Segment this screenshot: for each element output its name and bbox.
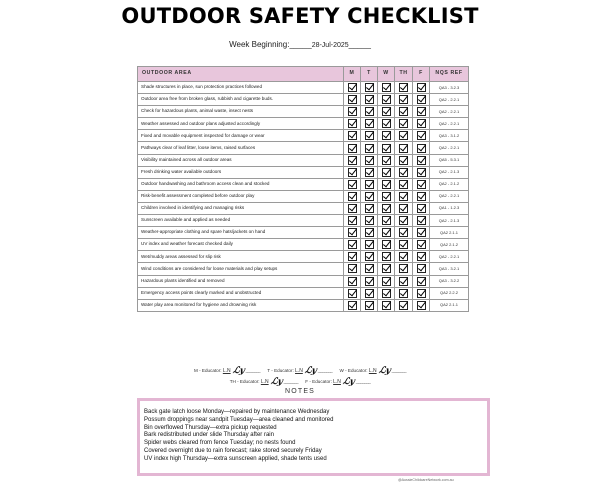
checked-checkbox[interactable] <box>417 301 426 310</box>
checked-checkbox[interactable] <box>348 301 357 310</box>
header-day: T <box>361 67 378 82</box>
checked-checkbox[interactable] <box>365 240 374 249</box>
day-cell <box>378 178 395 190</box>
outdoor-area-cell: Visibility maintained across all outdoor areas <box>138 154 344 166</box>
day-cell <box>378 202 395 214</box>
checked-checkbox[interactable] <box>365 252 374 261</box>
outdoor-area-cell: Emergency access points clearly marked and unobstructed <box>138 287 344 299</box>
signature-label: T - Educator: <box>267 368 294 373</box>
nqs-ref-cell: QA2 - 2.2.1 <box>430 190 469 202</box>
day-cell <box>395 118 413 130</box>
day-cell <box>361 227 378 239</box>
day-cell <box>378 287 395 299</box>
day-cell <box>413 275 430 287</box>
day-cell <box>413 299 430 311</box>
day-cell <box>395 215 413 227</box>
table-row <box>138 299 469 311</box>
day-cell <box>378 154 395 166</box>
day-cell <box>413 166 430 178</box>
nqs-ref-cell: QA2 2.2.2 <box>430 287 469 299</box>
signature-mark: ℒy <box>342 377 356 387</box>
day-cell <box>344 202 361 214</box>
note-line: UV index high Thursday—extra sunscreen applied, shade tents used <box>144 455 327 462</box>
day-cell <box>413 263 430 275</box>
table-row <box>138 275 469 287</box>
checked-checkbox[interactable] <box>417 107 426 116</box>
day-cell <box>361 251 378 263</box>
checked-checkbox[interactable] <box>348 119 357 128</box>
outdoor-area-cell: Pathways clear of leaf litter, loose items, raised surfaces <box>138 142 344 154</box>
checked-checkbox[interactable] <box>399 192 408 201</box>
signature-row-2 <box>0 377 600 387</box>
day-cell <box>361 130 378 142</box>
nqs-ref-cell: QA2 2.1.1 <box>430 299 469 311</box>
day-cell <box>361 166 378 178</box>
checked-checkbox[interactable] <box>399 168 408 177</box>
day-cell <box>395 239 413 251</box>
note-line: Bark redistributed under slide Thursday after rain <box>144 432 274 439</box>
day-cell <box>413 118 430 130</box>
checked-checkbox[interactable] <box>365 131 374 140</box>
table-row <box>138 166 469 178</box>
day-cell <box>413 178 430 190</box>
checked-checkbox[interactable] <box>399 204 408 213</box>
checked-checkbox[interactable] <box>365 156 374 165</box>
day-cell <box>361 263 378 275</box>
note-line: Possum droppings near sandpit Tuesday—area cleaned and monitored <box>144 416 334 423</box>
checked-checkbox[interactable] <box>365 107 374 116</box>
checked-checkbox[interactable] <box>348 252 357 261</box>
checked-checkbox[interactable] <box>417 168 426 177</box>
day-cell <box>344 82 361 94</box>
outdoor-area-cell: Wet/muddy areas assessed for slip risk <box>138 251 344 263</box>
checked-checkbox[interactable] <box>417 228 426 237</box>
table-row <box>138 190 469 202</box>
table-row <box>138 202 469 214</box>
day-cell <box>378 94 395 106</box>
day-cell <box>344 251 361 263</box>
day-cell <box>413 94 430 106</box>
nqs-ref-cell: QA2 - 2.2.1 <box>430 106 469 118</box>
signature-mark: ℒy <box>231 366 246 376</box>
day-cell <box>395 251 413 263</box>
checked-checkbox[interactable] <box>382 240 391 249</box>
signature-tuesday: T - Educator: L.N ℒy_______ <box>267 366 333 376</box>
checked-checkbox[interactable] <box>348 107 357 116</box>
notes-box[interactable] <box>137 398 490 476</box>
table-header-row <box>138 67 469 82</box>
table-row <box>138 154 469 166</box>
checked-checkbox[interactable] <box>365 277 374 286</box>
checked-checkbox[interactable] <box>382 168 391 177</box>
day-cell <box>378 251 395 263</box>
checked-checkbox[interactable] <box>382 131 391 140</box>
day-cell <box>344 299 361 311</box>
day-cell <box>395 130 413 142</box>
notes-title: NOTES <box>284 388 316 395</box>
table-row <box>138 287 469 299</box>
checked-checkbox[interactable] <box>417 252 426 261</box>
checked-checkbox[interactable] <box>348 228 357 237</box>
checked-checkbox[interactable] <box>382 107 391 116</box>
note-line: Bin overflowed Thursday—extra pickup requested <box>144 424 277 431</box>
checked-checkbox[interactable] <box>417 216 426 225</box>
day-cell <box>378 106 395 118</box>
checked-checkbox[interactable] <box>417 204 426 213</box>
day-cell <box>413 227 430 239</box>
outdoor-area-cell: Hazardous plants identified and removed <box>138 275 344 287</box>
table-row <box>138 239 469 251</box>
checked-checkbox[interactable] <box>348 156 357 165</box>
day-cell <box>413 130 430 142</box>
day-cell <box>344 118 361 130</box>
day-cell <box>395 94 413 106</box>
note-line: Covered overnight due to rain forecast; rake stored securely Friday <box>144 447 322 454</box>
day-cell <box>361 142 378 154</box>
checked-checkbox[interactable] <box>399 289 408 298</box>
checked-checkbox[interactable] <box>382 252 391 261</box>
day-cell <box>361 202 378 214</box>
checked-checkbox[interactable] <box>348 277 357 286</box>
signature-mark: ℒy <box>304 366 318 376</box>
signature-mark: ℒy <box>269 377 284 387</box>
checked-checkbox[interactable] <box>382 156 391 165</box>
signature-label: W - Educator: <box>339 368 368 373</box>
week-label: Week Beginning: <box>229 40 290 49</box>
nqs-ref-cell: QA2 2.1.1 <box>430 227 469 239</box>
header-day: TH <box>395 67 413 82</box>
nqs-ref-cell: QA2 - 2.2.1 <box>430 251 469 263</box>
day-cell <box>378 82 395 94</box>
day-cell <box>413 287 430 299</box>
signature-thursday: TH - Educator: L.N ℒy_______ <box>229 377 299 387</box>
checked-checkbox[interactable] <box>417 131 426 140</box>
checked-checkbox[interactable] <box>365 144 374 153</box>
checked-checkbox[interactable] <box>382 180 391 189</box>
nqs-ref-cell: QA2 - 2.2.1 <box>430 94 469 106</box>
note-line: Back gate latch loose Monday—repaired by maintenance Wednesday <box>144 409 330 415</box>
nqs-ref-cell: QA2 - 2.1.3 <box>430 215 469 227</box>
day-cell <box>344 275 361 287</box>
signature-wednesday: W - Educator: L.N ℒy_______ <box>339 366 407 376</box>
outdoor-area-cell: Risk-benefit assessment completed before outdoor play <box>138 190 344 202</box>
checked-checkbox[interactable] <box>382 204 391 213</box>
table-row <box>138 130 469 142</box>
checked-checkbox[interactable] <box>348 83 357 92</box>
outdoor-area-cell: Sunscreen available and applied as needed <box>138 215 344 227</box>
day-cell <box>344 239 361 251</box>
checked-checkbox[interactable] <box>417 95 426 104</box>
week-value[interactable]: 28-Jul-2025 <box>311 42 349 49</box>
week-beginning: Week Beginning:_____28-Jul-2025_____ <box>229 40 371 49</box>
day-cell <box>361 287 378 299</box>
checked-checkbox[interactable] <box>382 264 391 273</box>
nqs-ref-cell: QA3 - 3.2.1 <box>430 263 469 275</box>
checked-checkbox[interactable] <box>382 289 391 298</box>
checked-checkbox[interactable] <box>417 119 426 128</box>
outdoor-area-cell: Outdoor area free from broken glass, rubbish and cigarette buds. <box>138 94 344 106</box>
day-cell <box>395 106 413 118</box>
table-row <box>138 263 469 275</box>
table-row <box>138 106 469 118</box>
signature-initials: L.N <box>295 368 303 374</box>
day-cell <box>344 287 361 299</box>
table-row <box>138 215 469 227</box>
checked-checkbox[interactable] <box>399 277 408 286</box>
signature-initials: L.N <box>333 379 341 385</box>
day-cell <box>413 82 430 94</box>
footer-credit: @AussieChildcareNetwork.com.au <box>398 478 454 482</box>
day-cell <box>344 154 361 166</box>
checklist-table <box>137 66 469 312</box>
signature-initials: L.N <box>368 368 377 374</box>
checked-checkbox[interactable] <box>399 107 408 116</box>
checked-checkbox[interactable] <box>417 83 426 92</box>
checked-checkbox[interactable] <box>348 240 357 249</box>
day-cell <box>413 202 430 214</box>
outdoor-area-cell: Wind conditions are considered for loose materials and play setups <box>138 263 344 275</box>
signature-initials: L.N <box>260 379 269 385</box>
signature-label: M - Educator: <box>193 368 222 373</box>
outdoor-area-cell: Fresh drinking water available outdoors <box>138 166 344 178</box>
table-row <box>138 178 469 190</box>
checked-checkbox[interactable] <box>417 264 426 273</box>
checked-checkbox[interactable] <box>399 264 408 273</box>
checked-checkbox[interactable] <box>399 240 408 249</box>
checked-checkbox[interactable] <box>348 204 357 213</box>
checked-checkbox[interactable] <box>382 144 391 153</box>
checked-checkbox[interactable] <box>399 83 408 92</box>
table-row <box>138 118 469 130</box>
day-cell <box>395 190 413 202</box>
day-cell <box>413 154 430 166</box>
nqs-ref-cell: QA2 2.1.2 <box>430 239 469 251</box>
checked-checkbox[interactable] <box>365 301 374 310</box>
day-cell <box>413 251 430 263</box>
signature-label: F - Educator: <box>305 379 332 384</box>
nqs-ref-cell: QA5 - 5.3.1 <box>430 154 469 166</box>
checked-checkbox[interactable] <box>399 156 408 165</box>
day-cell <box>361 215 378 227</box>
checked-checkbox[interactable] <box>417 192 426 201</box>
outdoor-area-cell: Weather-appropriate clothing and spare hats/jackets on hand <box>138 227 344 239</box>
day-cell <box>344 130 361 142</box>
day-cell <box>395 82 413 94</box>
checked-checkbox[interactable] <box>399 131 408 140</box>
day-cell <box>395 275 413 287</box>
nqs-ref-cell: QA2 - 2.2.1 <box>430 118 469 130</box>
checked-checkbox[interactable] <box>348 131 357 140</box>
table-row <box>138 227 469 239</box>
day-cell <box>361 118 378 130</box>
outdoor-area-cell: Children involved in identifying and managing risks <box>138 202 344 214</box>
table-row <box>138 142 469 154</box>
checked-checkbox[interactable] <box>399 144 408 153</box>
day-cell <box>361 275 378 287</box>
day-cell <box>395 202 413 214</box>
day-cell <box>413 215 430 227</box>
day-cell <box>378 130 395 142</box>
checked-checkbox[interactable] <box>417 144 426 153</box>
note-line: Spider webs cleared from fence Tuesday; no nests found <box>144 440 296 447</box>
checked-checkbox[interactable] <box>348 216 357 225</box>
day-cell <box>378 190 395 202</box>
header-outdoor-area: OUTDOOR AREA <box>138 67 344 82</box>
checked-checkbox[interactable] <box>382 119 391 128</box>
signature-row-1 <box>0 366 600 376</box>
day-cell <box>395 166 413 178</box>
day-cell <box>361 178 378 190</box>
header-nqs-ref: NQS REF <box>430 67 469 82</box>
outdoor-area-cell: Outdoor handwashing and bathroom access clean and stocked <box>138 178 344 190</box>
outdoor-area-cell: Check for hazardous plants, animal waste, insect nests <box>138 106 344 118</box>
checked-checkbox[interactable] <box>417 240 426 249</box>
checked-checkbox[interactable] <box>365 192 374 201</box>
day-cell <box>361 190 378 202</box>
signature-mark: ℒy <box>377 366 392 376</box>
day-cell <box>378 263 395 275</box>
day-cell <box>378 227 395 239</box>
day-cell <box>378 118 395 130</box>
checked-checkbox[interactable] <box>399 180 408 189</box>
checked-checkbox[interactable] <box>365 95 374 104</box>
day-cell <box>378 275 395 287</box>
signature-monday: M - Educator: L.N ℒy_______ <box>193 366 260 376</box>
day-cell <box>344 178 361 190</box>
day-cell <box>344 227 361 239</box>
day-cell <box>361 94 378 106</box>
day-cell <box>413 239 430 251</box>
signature-label: TH - Educator: <box>229 379 260 384</box>
checked-checkbox[interactable] <box>365 216 374 225</box>
checked-checkbox[interactable] <box>399 252 408 261</box>
checked-checkbox[interactable] <box>382 83 391 92</box>
day-cell <box>378 299 395 311</box>
day-cell <box>395 142 413 154</box>
nqs-ref-cell: QA2 - 2.1.2 <box>430 178 469 190</box>
outdoor-area-cell: Fixed and movable equipment inspected for damage or wear <box>138 130 344 142</box>
day-cell <box>361 239 378 251</box>
day-cell <box>361 82 378 94</box>
nqs-ref-cell: QA3 - 3.1.2 <box>430 130 469 142</box>
day-cell <box>395 263 413 275</box>
checked-checkbox[interactable] <box>348 168 357 177</box>
checked-checkbox[interactable] <box>365 168 374 177</box>
checked-checkbox[interactable] <box>382 301 391 310</box>
signature-friday: F - Educator: L.N ℒy_______ <box>305 377 371 387</box>
checked-checkbox[interactable] <box>365 204 374 213</box>
checked-checkbox[interactable] <box>399 228 408 237</box>
day-cell <box>344 106 361 118</box>
checked-checkbox[interactable] <box>382 95 391 104</box>
checked-checkbox[interactable] <box>348 95 357 104</box>
day-cell <box>413 106 430 118</box>
checked-checkbox[interactable] <box>365 180 374 189</box>
day-cell <box>361 154 378 166</box>
outdoor-area-cell: Shade structures in place, sun protection practices followed <box>138 82 344 94</box>
checked-checkbox[interactable] <box>399 119 408 128</box>
checked-checkbox[interactable] <box>365 119 374 128</box>
day-cell <box>344 215 361 227</box>
checked-checkbox[interactable] <box>365 264 374 273</box>
table-row <box>138 251 469 263</box>
day-cell <box>344 166 361 178</box>
day-cell <box>395 178 413 190</box>
table-row <box>138 82 469 94</box>
checked-checkbox[interactable] <box>417 156 426 165</box>
day-cell <box>344 263 361 275</box>
checked-checkbox[interactable] <box>417 180 426 189</box>
outdoor-area-cell: Water play area monitored for hygiene and drowning risk <box>138 299 344 311</box>
checked-checkbox[interactable] <box>399 216 408 225</box>
checked-checkbox[interactable] <box>365 83 374 92</box>
day-cell <box>395 299 413 311</box>
checked-checkbox[interactable] <box>382 192 391 201</box>
page-title: OUTDOOR SAFETY CHECKLIST <box>121 4 479 28</box>
checked-checkbox[interactable] <box>348 264 357 273</box>
day-cell <box>361 106 378 118</box>
checked-checkbox[interactable] <box>417 277 426 286</box>
checked-checkbox[interactable] <box>382 216 391 225</box>
checked-checkbox[interactable] <box>399 301 408 310</box>
day-cell <box>413 142 430 154</box>
day-cell <box>395 287 413 299</box>
checked-checkbox[interactable] <box>348 180 357 189</box>
day-cell <box>378 215 395 227</box>
outdoor-area-cell: Weather assessed and outdoor plans adjusted accordingly <box>138 118 344 130</box>
signature-initials: L.N <box>222 368 231 374</box>
day-cell <box>413 190 430 202</box>
table-row <box>138 94 469 106</box>
day-cell <box>378 239 395 251</box>
nqs-ref-cell: QA1 - 1.2.3 <box>430 202 469 214</box>
day-cell <box>344 190 361 202</box>
day-cell <box>378 166 395 178</box>
checked-checkbox[interactable] <box>365 228 374 237</box>
checked-checkbox[interactable] <box>348 192 357 201</box>
nqs-ref-cell: QA2 - 2.1.3 <box>430 166 469 178</box>
checked-checkbox[interactable] <box>382 228 391 237</box>
checked-checkbox[interactable] <box>365 289 374 298</box>
checked-checkbox[interactable] <box>399 95 408 104</box>
nqs-ref-cell: QA3 - 3.2.3 <box>430 82 469 94</box>
outdoor-area-cell: UV index and weather forecast checked daily <box>138 239 344 251</box>
header-day: W <box>378 67 395 82</box>
checked-checkbox[interactable] <box>382 277 391 286</box>
checked-checkbox[interactable] <box>348 144 357 153</box>
header-day: F <box>413 67 430 82</box>
day-cell <box>395 154 413 166</box>
day-cell <box>344 94 361 106</box>
day-cell <box>395 227 413 239</box>
day-cell <box>344 142 361 154</box>
checked-checkbox[interactable] <box>417 289 426 298</box>
day-cell <box>378 142 395 154</box>
header-day: M <box>344 67 361 82</box>
nqs-ref-cell: QA2 - 2.2.1 <box>430 142 469 154</box>
checked-checkbox[interactable] <box>348 289 357 298</box>
nqs-ref-cell: QA3 - 3.2.2 <box>430 275 469 287</box>
day-cell <box>361 299 378 311</box>
